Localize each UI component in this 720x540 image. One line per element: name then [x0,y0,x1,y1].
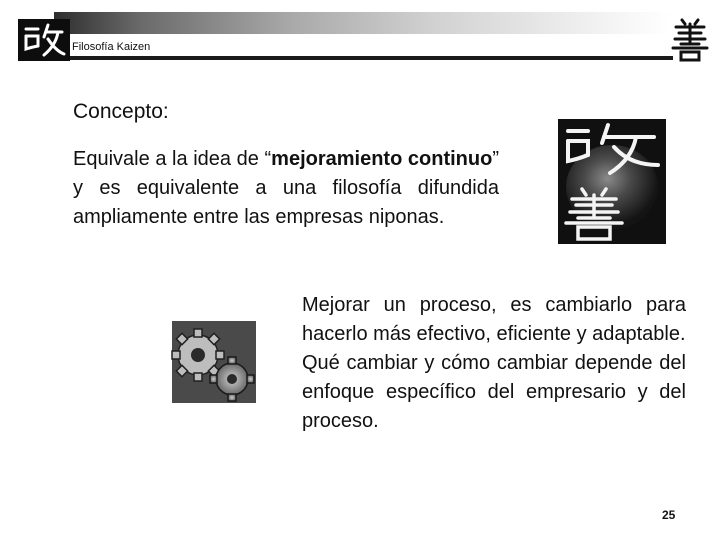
gears-icon [166,317,260,407]
page-number: 25 [662,508,676,522]
kaizen-kanji-kai-icon [18,19,70,61]
header-title: Filosofía Kaizen [72,41,151,53]
kaizen-kanji-zen-icon [670,16,710,62]
definition-paragraph [73,145,499,232]
kaizen-kanji-icon [558,119,666,244]
definition-text-end: ” y es equivalente a una filosofía difundida ampliamente entre las empresas niponas. [73,148,499,228]
improvement-text-line-1: Mejorar un proceso, es cambiarlo para hacerlo más efectivo, eficiente y adaptable. [302,294,686,345]
definition-text-start: Equivale a la idea de “ [73,148,272,170]
header-gradient [54,12,671,34]
section-heading: Concepto: [73,100,169,123]
definition-emphasis: mejoramiento continuo [271,148,493,170]
improvement-text-line-2: Qué cambiar y cómo cambiar depende del enfoque específico del empresario y del proceso. [302,352,686,432]
improvement-paragraph [302,291,686,436]
